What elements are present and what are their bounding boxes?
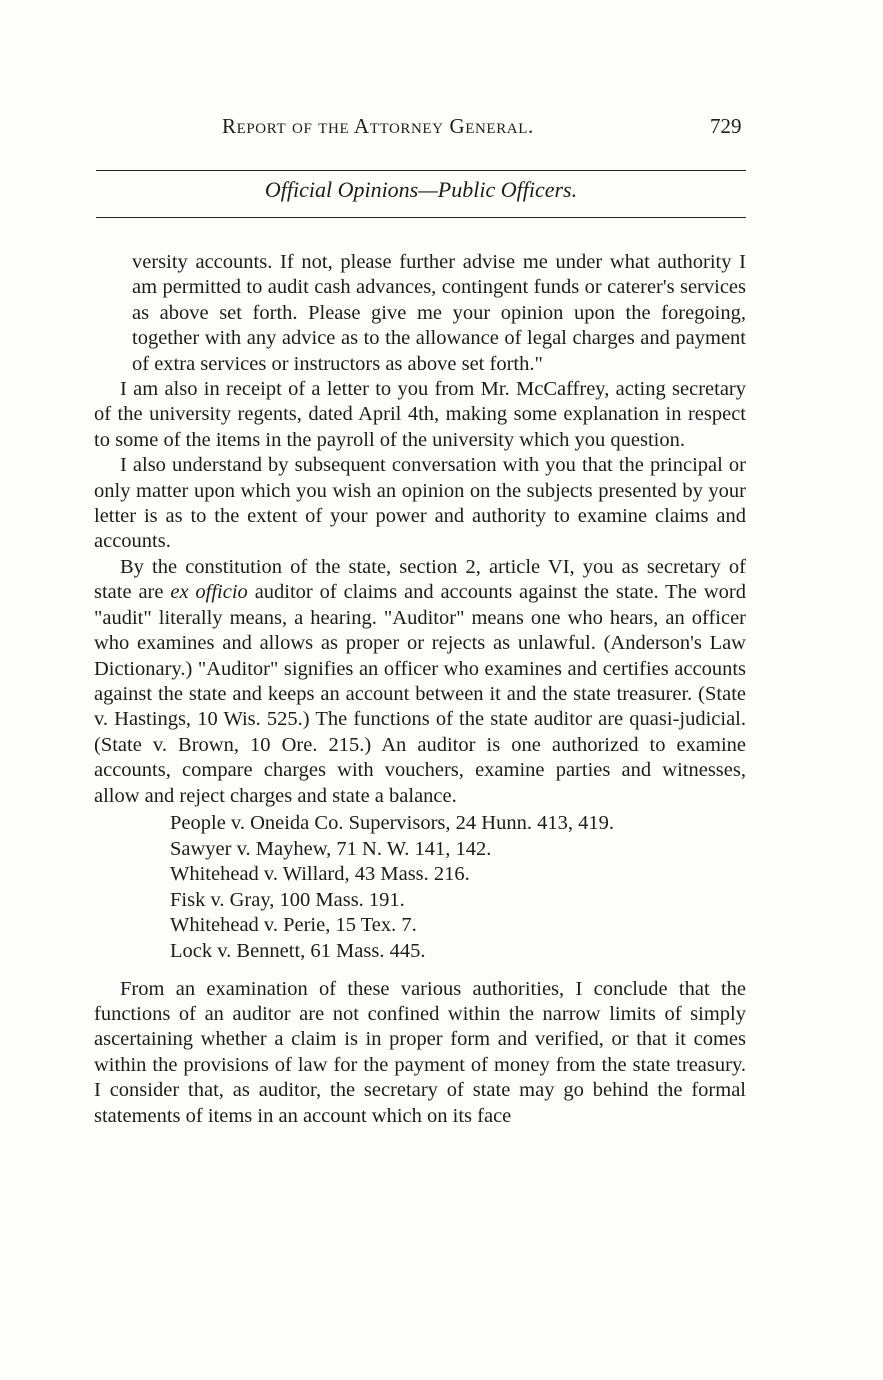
constitution-text-continued: auditor of claims and accounts against the state. The word "audit" literally means, a hearing. "Auditor" means one who hears, an officer who examines and allows as proper or rejects as unlawful. (Anderson's Law Dictionary.) "Auditor" signifies an officer who examines and certifies accounts against the state and keeps an account between it and the state treasurer. (State v. Hastings, 10 Wis. 525.) The functions of the state auditor are quasi-judicial. (State v. Brown, 10 Ore. 215.) An auditor is one authorized to examine accounts, compare charges with vouchers, examine parties and witnesses, allow and reject charges and state a balance. [94, 581, 746, 807]
ex-officio-italic: ex officio [170, 581, 248, 604]
citation-item: Whitehead v. Willard, 43 Mass. 216. [170, 863, 470, 886]
quoted-letter-paragraph: versity accounts. If not, please further advise me under what authority I am permitted to audit cash advances, contingent funds or caterer's services as above set forth. Please give me your opinion upon the foregoing, together with any advice as to the allowance of legal charges and payment of extra services or instructors as above set forth." [132, 251, 746, 375]
header-rule-bottom [96, 217, 746, 218]
body-paragraph: I also understand by subsequent conversation with you that the principal or only matter upon which you wish an opinion on the subjects presented by your letter is as to the extent of your power and authority to examine claims and accounts. [94, 454, 746, 553]
page-number: 729 [710, 114, 742, 138]
constitution-text: By the constitution of the state, section 2, article VI, you as secretary of state are [94, 555, 746, 604]
body-paragraph: I am also in receipt of a letter to you from Mr. McCaffrey, acting secretary of the university regents, dated April 4th, making some explanation in respect to some of the items in the payroll of the university which you question. [94, 378, 746, 451]
citation-item: Whitehead v. Perie, 15 Tex. 7. [170, 914, 417, 937]
citation-item: People v. Oneida Co. Supervisors, 24 Hunn. 413, 419. [170, 811, 614, 834]
running-head [0, 114, 883, 144]
conclusion-paragraph: From an examination of these various authorities, I conclude that the functions of an auditor are not confined within the narrow limits of simply ascertaining whether a claim is in proper form and verified, or that it comes within the provisions of law for the payment of money from the state treasury. I consider that, as auditor, the secretary of state may go behind the formal statements of items in an account which on its face [94, 977, 746, 1127]
citation-item: Sawyer v. Mayhew, 71 N. W. 141, 142. [170, 837, 492, 860]
running-title: Report of the Attorney General. [222, 114, 534, 138]
citation-item: Fisk v. Gray, 100 Mass. 191. [170, 888, 405, 911]
citation-item: Lock v. Bennett, 61 Mass. 445. [170, 939, 426, 962]
section-title: Official Opinions—Public Officers. [264, 177, 578, 202]
body-text [94, 250, 746, 1129]
header-rule-top [96, 170, 746, 171]
citation-list [170, 811, 746, 965]
constitution-paragraph [94, 555, 746, 809]
